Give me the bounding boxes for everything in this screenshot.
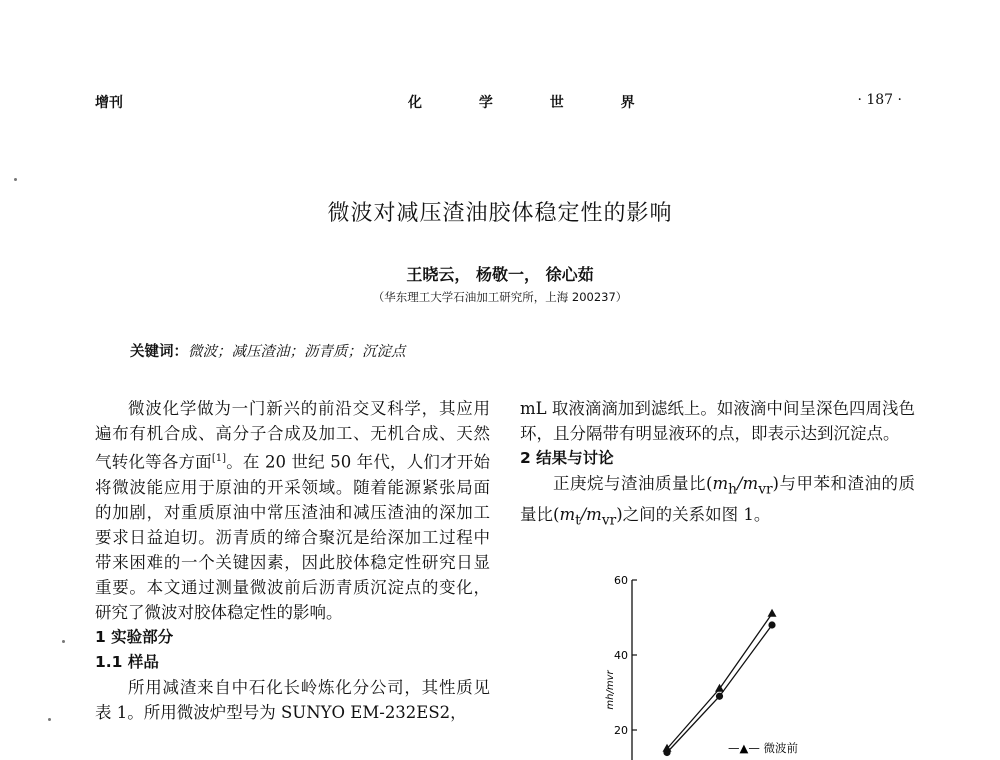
y-axis-label: mh/mvr bbox=[605, 670, 616, 710]
samples-paragraph: 所用减渣来自中石化长岭炼化分公司，其性质见表 1。所用微波炉型号为 SUNYO EM-232ES2， bbox=[95, 677, 490, 722]
chart-series bbox=[663, 609, 777, 756]
keywords-value: 微波；减压渣油；沥青质；沉淀点 bbox=[188, 344, 406, 360]
data-point-circle bbox=[663, 749, 670, 756]
article-title: 微波对减压渣油胶体稳定性的影响 bbox=[327, 201, 673, 226]
author-affiliation: （华东理工大学石油加工研究所，上海 200237） bbox=[372, 290, 628, 304]
y-tick-label: 40 bbox=[614, 649, 628, 662]
scan-speck bbox=[62, 640, 65, 643]
journal-name: 化 学 世 界 bbox=[408, 95, 661, 111]
chart-legend bbox=[728, 741, 798, 755]
page-number: · 187 · bbox=[857, 92, 902, 108]
results-paragraph: 正庚烷与渣油质量比$(m_h/m_{vr})$与甲苯和渣油的质量比$(m_t/m_{vr})$之间的关系如图 1。 bbox=[520, 474, 916, 529]
subsection-heading-samples: 1.1 样品 bbox=[95, 652, 159, 671]
y-tick-label: 20 bbox=[614, 724, 628, 737]
left-column bbox=[95, 396, 490, 725]
intro-paragraph: 微波化学做为一门新兴的前沿交叉科学，其应用遍布有机合成、高分子合成及加工、无机合成、天然气转化等各方面[1]。在 20 世纪 50 年代，人们才开始将微波能应用于原油的开采领域。随着能源紧张局面的加剧，对重质原油中常压渣油和减压渣油的深加工要求日益迫切。沥青质的缔合聚沉是给深加工过程中带来困难的一个关键因素，因此胶体稳定性研究日显重要。本文通过测量微波前后沥青质沉淀点的变化，研究了微波对胶体稳定性的影响。 bbox=[95, 399, 490, 622]
data-point-triangle bbox=[768, 609, 777, 617]
data-point-circle bbox=[716, 693, 723, 700]
keywords-label: 关键词： bbox=[130, 344, 188, 360]
method-paragraph: mL 取液滴滴加到滤纸上。如液滴中间呈深色四周浅色环，且分隔带有明显液环的点，即表示达到沉淀点。 bbox=[520, 399, 915, 443]
series-line-1 bbox=[667, 614, 772, 749]
journal-issue-label: 增刊 bbox=[95, 95, 123, 111]
section-heading-experimental: 1 实验部分 bbox=[95, 627, 174, 646]
scan-speck bbox=[48, 718, 51, 721]
right-column bbox=[520, 396, 915, 534]
legend-entry-before: —▲— 微波前 bbox=[728, 741, 798, 755]
keywords-line bbox=[130, 340, 406, 361]
article-authors: 王晓云， 杨敬一， 徐心茹 bbox=[406, 265, 594, 284]
y-ticks bbox=[614, 574, 637, 737]
scan-speck bbox=[14, 178, 17, 181]
section-heading-results: 2 结果与讨论 bbox=[520, 449, 614, 467]
y-tick-label: 60 bbox=[614, 574, 628, 587]
data-point-circle bbox=[768, 621, 775, 628]
citation-ref: [1] bbox=[211, 453, 226, 464]
figure-1-chart bbox=[580, 570, 840, 760]
